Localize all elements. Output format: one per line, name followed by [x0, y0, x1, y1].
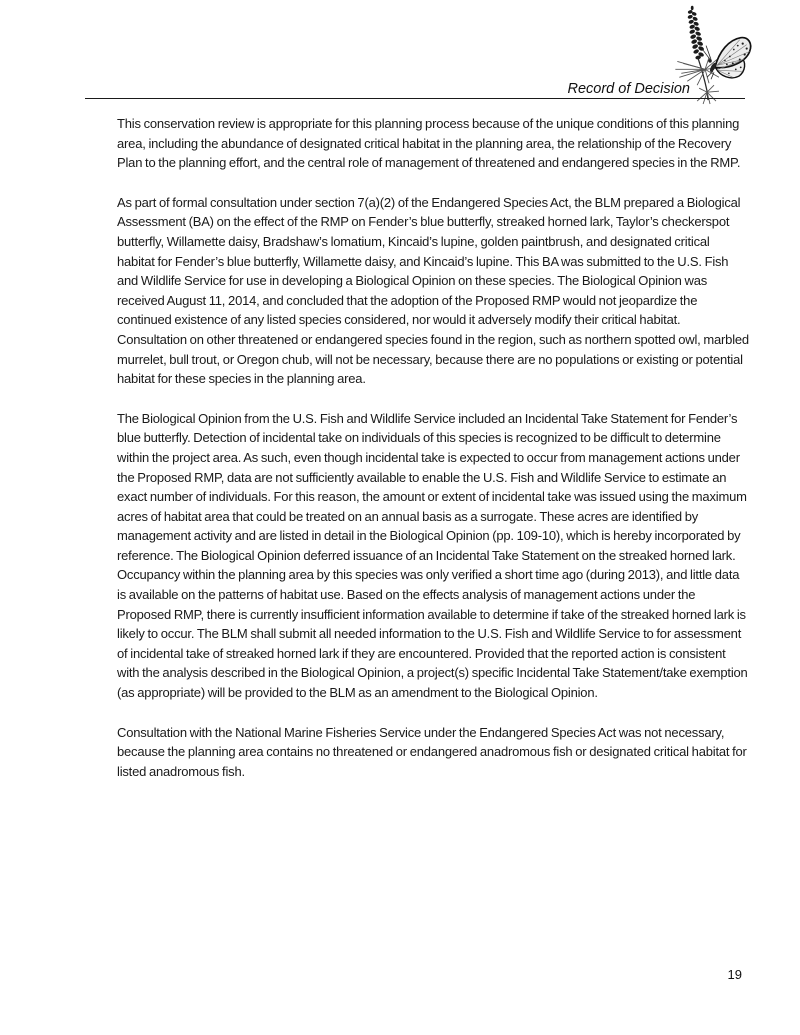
page-number: 19: [727, 967, 742, 982]
paragraph-nmfs-consultation: Consultation with the National Marine Fisheries Service under the Endangered Species Act was not necessary, because the planning area contains no threatened or endangered anadromous fish or designated critical habitat for listed anadromous fish.: [117, 724, 747, 779]
lupine-spike-icon: [687, 6, 704, 60]
paragraph-conservation-review: This conservation review is appropriate for this planning process because of the unique conditions of this planning area, including the abundance of designated critical habitat in the planning area, the relationship of the Recovery Plan to the planning effort, and the central role of management of threatened and endangered species in the RMP.: [117, 116, 741, 171]
header-title: Record of Decision: [567, 81, 690, 97]
paragraph-formal-consultation: As part of formal consultation under section 7(a)(2) of the Endangered Species Act, the BLM prepared a Biological Assessment (BA) on the effect of the RMP on Fender’s blue butterfly, streaked horned lark, Taylor’s checkerspot butterfly, Willamette daisy, Bradshaw’s lomatium, Kincaid’s lupine, golden paintbrush, and designated critical habitat for Fender’s blue butterfly, Willamette daisy, and Kincaid’s lupine. This BA was submitted to the U.S. Fish and Wildlife Service for use in developing a Biological Opinion on these species. The Biological Opinion was received August 11, 2014, and concluded that the adoption of the Proposed RMP would not jeopardize the continued existence of any listed species considered, nor would it adversely modify their critical habitat. Consultation on other threatened or endangered species found in the region, such as northern spotted owl, marbled murrelet, bull trout, or Oregon chub, will not be necessary, because there are no populations or existing or potential habitat for these species in the planning area.: [117, 194, 749, 387]
paragraph-incidental-take: The Biological Opinion from the U.S. Fish and Wildlife Service included an Incidental Take Statement for Fender’s blue butterfly. Detection of incidental take on individuals of this species is recognized to be difficult to determine within the project area. As such, even though incidental take is expected to occur from management actions under the Proposed RMP, data are not sufficiently available to enable the U.S. Fish and Wildlife Service to estimate an exact number of individuals. For this reason, the amount or extent of incidental take was issued using the maximum acres of habitat area that could be treated on an annual basis as a surrogate. These acres are identified by management activity and are listed in detail in the Biological Opinion (pp. 109-10), which is hereby incorporated by reference. The Biological Opinion deferred issuance of an Incidental Take Statement on the streaked horned lark. Occupancy within the planning area by this species was only verified a short time ago (during 2013), and little data is available on the patterns of habitat use. Based on the effects analysis of management actions under the Proposed RMP, there is currently insufficient information available to determine if take of the streaked horned lark is likely to occur. The BLM shall submit all needed information to the U.S. Fish and Wildlife Service to for assessment of incidental take of streaked horned lark if they are encountered. Provided that the reported action is consistent with the analysis described in the Biological Opinion, a project(s) specific Incidental Take Statement/take exemption (as appropriate) will be provided to the BLM as an amendment to the Biological Opinion.: [117, 410, 748, 701]
document-body: [117, 114, 749, 801]
lower-leaves-icon: [697, 85, 719, 104]
header-rule: [85, 98, 745, 99]
